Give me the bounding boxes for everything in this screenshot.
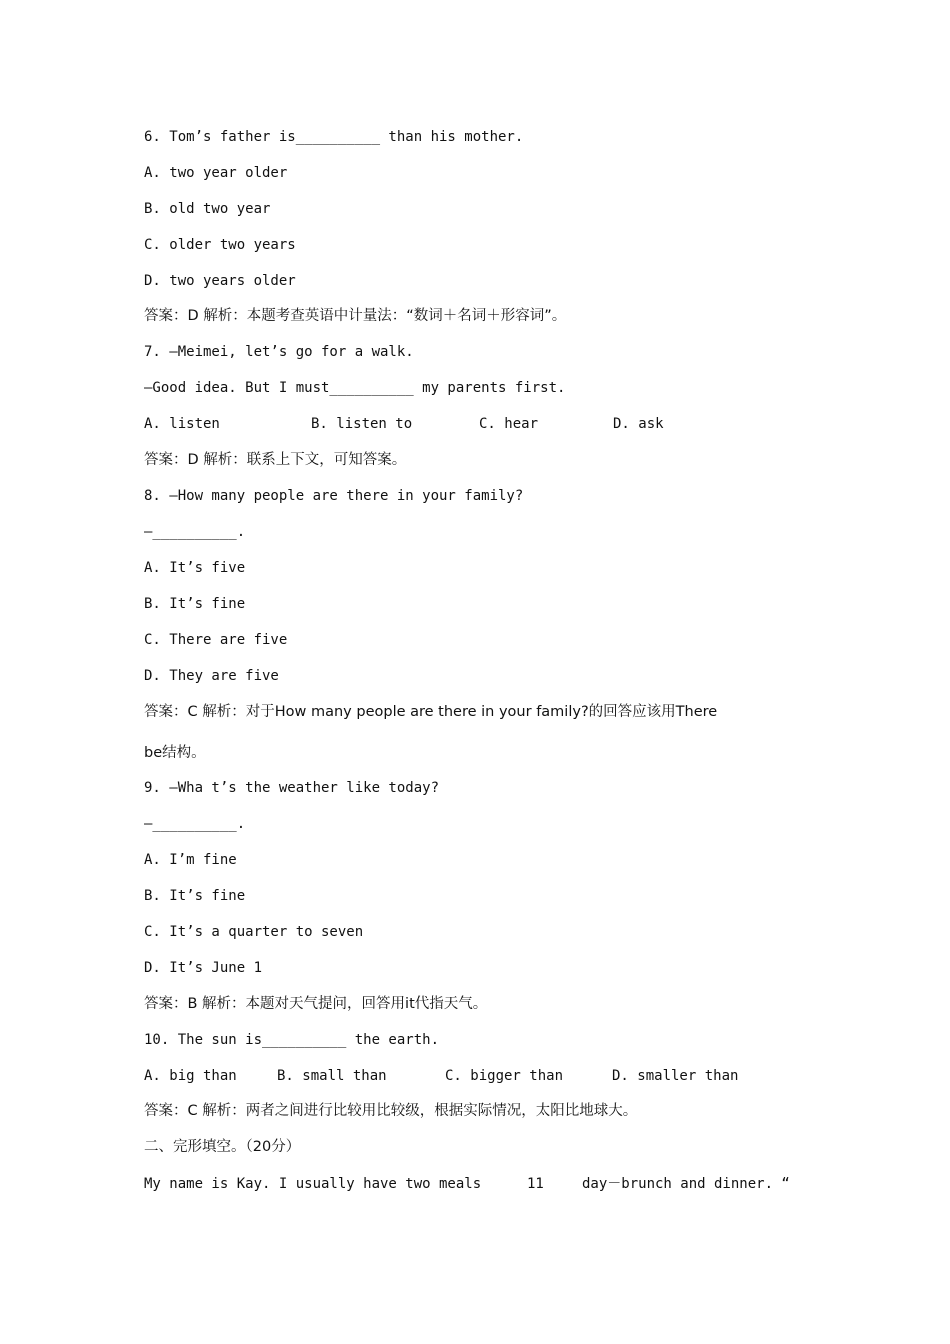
q10-option-a: A. big than (144, 1068, 237, 1084)
q7-stem: 7. —Meimei, let’s go for a walk. (144, 344, 414, 360)
q8-stem: 8. —How many people are there in your family? (144, 488, 524, 504)
q9-stem: 9. —Wha t’s the weather like today? (144, 780, 440, 796)
q10-option-b: B. small than (277, 1068, 387, 1084)
q7-option-a: A. listen (144, 416, 220, 432)
q6-option-a: A. two year older (144, 165, 288, 181)
q6-answer: 答案：D 解析：本题考查英语中计量法：“数词＋名词＋形容词”。 (144, 308, 567, 324)
q9-option-d: D. It’s June 1 (144, 960, 263, 976)
passage-start: My name is Kay. I usually have two meals (144, 1176, 482, 1192)
q7-reply: —Good idea. But I must__________ my parents first. (144, 380, 566, 396)
q9-option-c: C. It’s a quarter to seven (144, 924, 364, 940)
q9-answer: 答案：B 解析：本题对天气提问，回答用it代指天气。 (144, 996, 488, 1012)
q8-option-b: B. It’s fine (144, 596, 246, 612)
blank-number: 11 (527, 1176, 544, 1192)
q10-stem: 10. The sun is__________ the earth. (144, 1032, 440, 1048)
q8-option-a: A. It’s five (144, 560, 246, 576)
q10-option-c: C. bigger than (445, 1068, 564, 1084)
q6-option-c: C. older two years (144, 237, 296, 253)
q7-answer: 答案：D 解析：联系上下文，可知答案。 (144, 452, 407, 468)
q7-option-d: D. ask (613, 416, 664, 432)
q10-answer: 答案：C 解析：两者之间进行比较用比较级，根据实际情况，太阳比地球大。 (144, 1103, 638, 1119)
q9-reply: —__________. (144, 816, 246, 832)
q8-option-c: C. There are five (144, 632, 288, 648)
section-heading: 二、完形填空。（20分） (144, 1139, 301, 1155)
q8-reply: —__________. (144, 524, 246, 540)
q8-option-d: D. They are five (144, 668, 279, 684)
q6-option-b: B. old two year (144, 201, 271, 217)
q8-answer-line1: 答案：C 解析：对于How many people are there in your family?的回答应该用There (144, 704, 718, 720)
q6-option-d: D. two years older (144, 273, 296, 289)
q8-answer-line2: be结构。 (144, 745, 206, 761)
q7-option-c: C. hear (479, 416, 539, 432)
q9-option-b: B. It’s fine (144, 888, 246, 904)
q7-option-b: B. listen to (311, 416, 413, 432)
q9-option-a: A. I’m fine (144, 852, 237, 868)
passage-end: day－brunch and dinner. “ (582, 1176, 790, 1192)
q6-stem: 6. Tom’s father is__________ than his mother. (144, 129, 524, 145)
q10-option-d: D. smaller than (612, 1068, 739, 1084)
